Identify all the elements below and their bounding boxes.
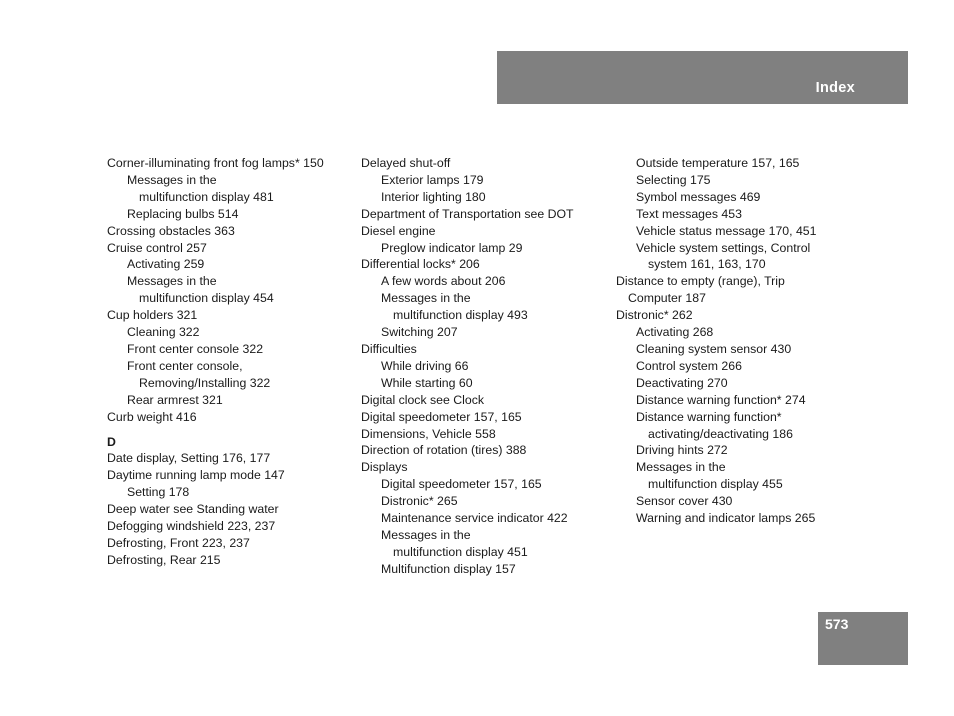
index-subentry: Activating 259	[127, 257, 205, 272]
index-subentry: Vehicle system settings, Control	[636, 240, 811, 255]
index-subentry: Distronic* 265	[381, 494, 458, 509]
section-title: Index	[815, 80, 855, 96]
index-subentry: Multifunction display 157	[381, 561, 516, 576]
page-number: 573	[825, 616, 849, 632]
index-subentry: While starting 60	[381, 375, 473, 390]
index-entry: Department of Transportation see DOT	[361, 206, 574, 221]
index-entry-continuation: multifunction display 451	[393, 544, 528, 559]
index-entry-continuation: activating/deactivating 186	[648, 426, 793, 441]
index-subentry: Front center console 322	[127, 341, 264, 356]
index-entry-continuation: multifunction display 493	[393, 308, 528, 323]
index-entry: Digital clock see Clock	[361, 392, 485, 407]
index-letter-heading: D	[107, 434, 116, 449]
index-entry: Differential locks* 206	[361, 257, 480, 272]
index-subentry: Messages in the	[381, 527, 471, 542]
index-subentry: Activating 268	[636, 325, 714, 340]
index-subentry: Interior lighting 180	[381, 189, 486, 204]
index-subentry: A few words about 206	[381, 274, 506, 289]
index-subentry: Selecting 175	[636, 172, 711, 187]
index-subentry: Rear armrest 321	[127, 392, 223, 407]
index-entry: Distronic* 262	[616, 308, 693, 323]
index-entry: Defogging windshield 223, 237	[107, 519, 276, 534]
index-subentry: While driving 66	[381, 358, 469, 373]
index-entry: Difficulties	[361, 341, 417, 356]
index-subentry: Preglow indicator lamp 29	[381, 240, 523, 255]
index-entry: Daytime running lamp mode 147	[107, 468, 285, 483]
index-entry: Defrosting, Front 223, 237	[107, 535, 250, 550]
index-subentry: Distance warning function*	[636, 409, 782, 424]
index-entry: Cruise control 257	[107, 240, 207, 255]
index-column-2	[361, 155, 611, 578]
index-subentry: Cleaning 322	[127, 325, 200, 340]
index-entry: Date display, Setting 176, 177	[107, 451, 271, 466]
index-entry: Crossing obstacles 363	[107, 223, 235, 238]
index-subentry: Symbol messages 469	[636, 189, 761, 204]
index-subentry: Setting 178	[127, 485, 190, 500]
index-column-3	[616, 155, 856, 527]
index-entry: Direction of rotation (tires) 388	[361, 443, 527, 458]
index-entry: Curb weight 416	[107, 409, 197, 424]
index-entry: Digital speedometer 157, 165	[361, 409, 522, 424]
index-subentry: Switching 207	[381, 325, 458, 340]
index-subentry: Deactivating 270	[636, 375, 728, 390]
index-entry: Diesel engine	[361, 223, 436, 238]
index-subentry: Front center console,	[127, 358, 243, 373]
index-entry-continuation: multifunction display 455	[648, 477, 783, 492]
index-entry: Cup holders 321	[107, 308, 198, 323]
index-entry-continuation: multifunction display 454	[139, 291, 274, 306]
index-entry: Displays	[361, 460, 408, 475]
index-subentry: Messages in the	[127, 274, 217, 289]
index-subentry: Driving hints 272	[636, 443, 728, 458]
index-subentry: Cleaning system sensor 430	[636, 341, 792, 356]
index-subentry: Outside temperature 157, 165	[636, 156, 800, 170]
index-subentry: Messages in the	[381, 291, 471, 306]
index-entry-continuation: Removing/Installing 322	[139, 375, 271, 390]
index-subentry: Messages in the	[127, 172, 217, 187]
page-number-box	[818, 612, 908, 665]
index-entry: Deep water see Standing water	[107, 502, 279, 517]
index-subentry: Vehicle status message 170, 451	[636, 223, 817, 238]
index-subentry: Maintenance service indicator 422	[381, 511, 568, 526]
index-subentry: Warning and indicator lamps 265	[636, 511, 816, 526]
section-header-bar	[497, 51, 908, 104]
index-column-1	[107, 155, 357, 569]
index-entry: Corner-illuminating front fog lamps* 150	[107, 156, 324, 170]
index-entry-continuation: Computer 187	[628, 291, 706, 306]
index-subentry: Control system 266	[636, 358, 742, 373]
index-subentry: Distance warning function* 274	[636, 392, 806, 407]
index-entry: Dimensions, Vehicle 558	[361, 426, 496, 441]
index-entry-continuation: multifunction display 481	[139, 189, 274, 204]
index-subentry: Text messages 453	[636, 206, 742, 221]
index-entry: Delayed shut-off	[361, 156, 451, 170]
index-entry: Defrosting, Rear 215	[107, 552, 221, 567]
index-entry-continuation: system 161, 163, 170	[648, 257, 766, 272]
index-subentry: Replacing bulbs 514	[127, 206, 239, 221]
index-subentry: Messages in the	[636, 460, 726, 475]
index-subentry: Sensor cover 430	[636, 494, 733, 509]
index-entry: Distance to empty (range), Trip	[616, 274, 785, 289]
index-subentry: Digital speedometer 157, 165	[381, 477, 542, 492]
index-subentry: Exterior lamps 179	[381, 172, 484, 187]
